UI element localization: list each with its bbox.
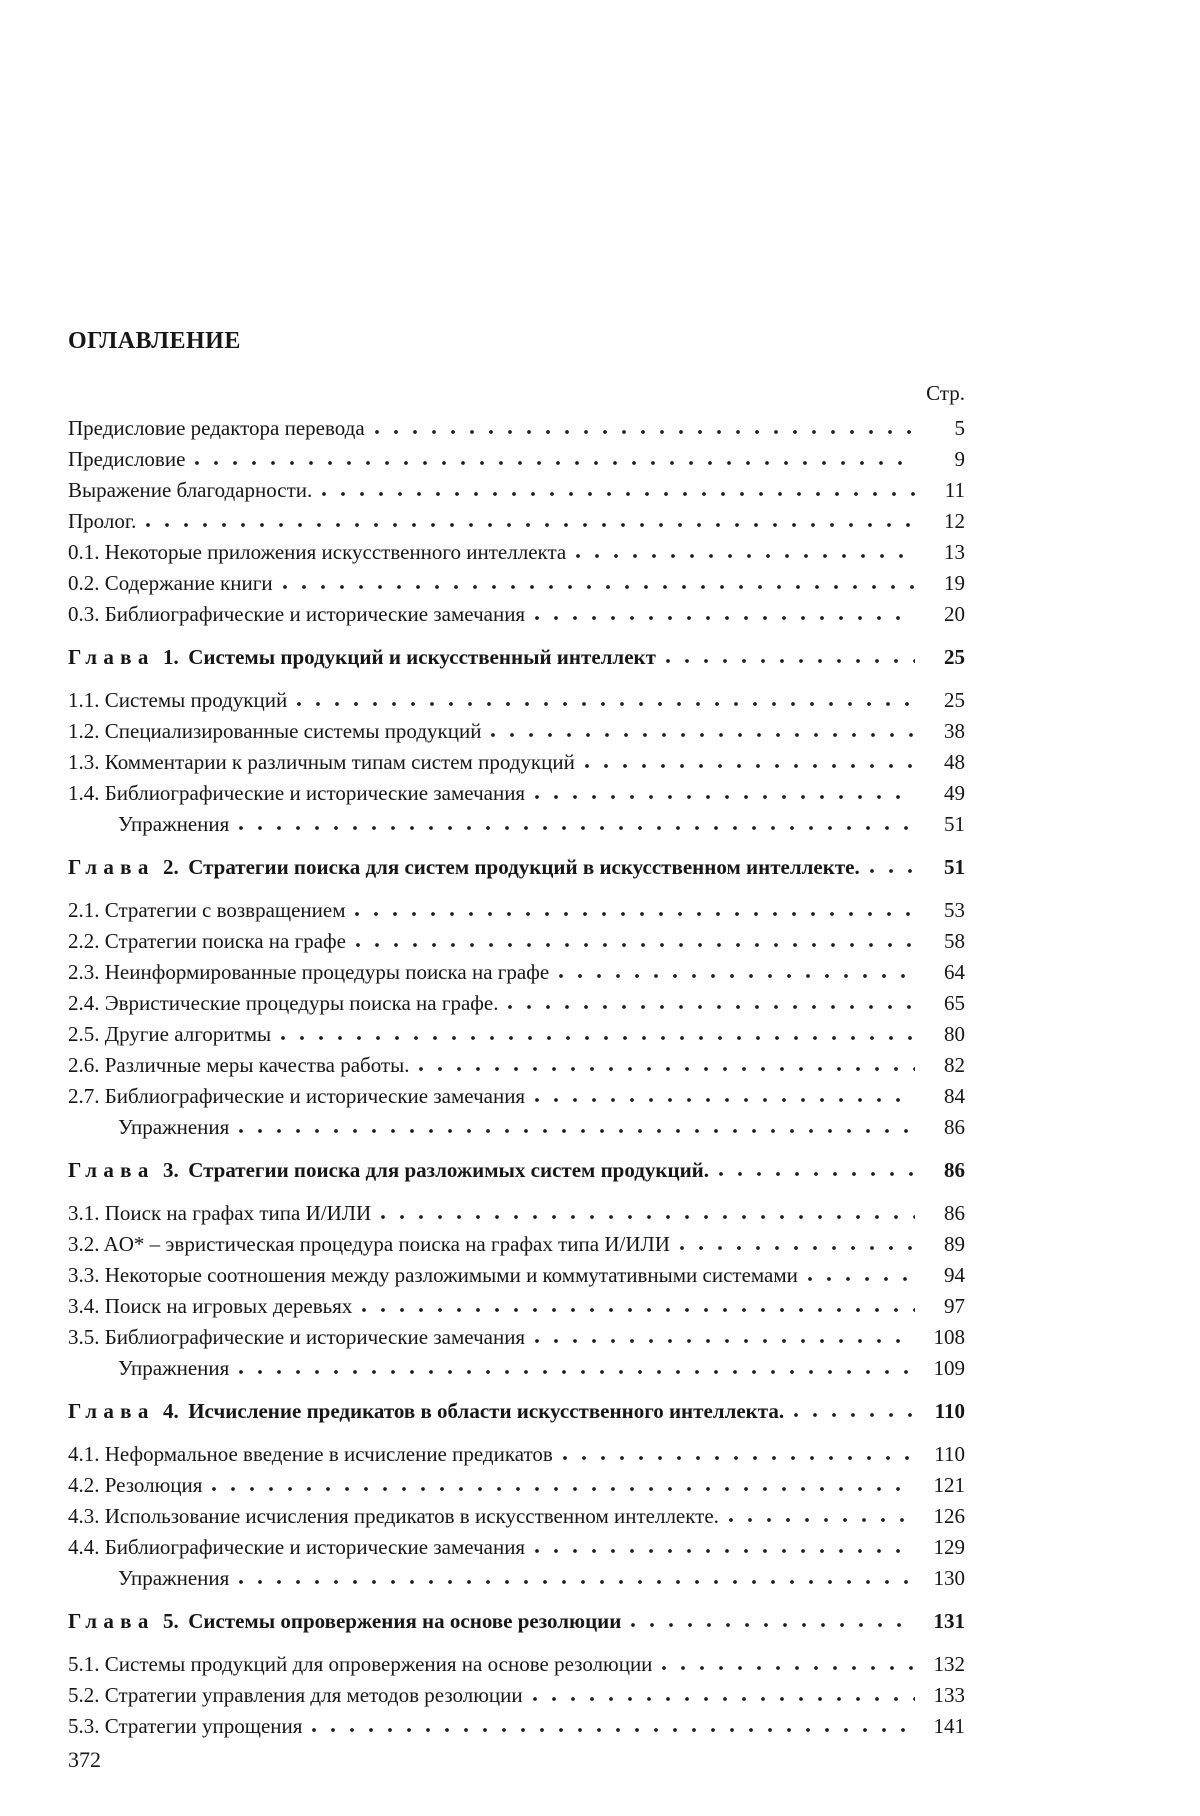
dot-leader — [585, 763, 915, 769]
toc-chapter-row — [68, 1160, 965, 1181]
toc-entry-label: 4.2. Резолюция — [68, 1473, 203, 1497]
page-number: 132 — [933, 1652, 965, 1676]
page-number: 133 — [933, 1683, 965, 1707]
toc-entry-row — [68, 962, 965, 983]
toc-entry-label: 2.3. Неинформированные процедуры поиска на графе — [68, 960, 550, 984]
toc-entry-row — [68, 1024, 965, 1045]
toc-entry-label: Предисловие редактора перевода — [68, 416, 365, 440]
dot-leader — [239, 1369, 915, 1375]
dot-leader — [239, 825, 915, 831]
dot-leader — [146, 522, 915, 528]
toc-entry-label: Упражнения — [118, 1566, 230, 1590]
page-number: 108 — [933, 1325, 965, 1349]
page-number: 82 — [944, 1053, 965, 1077]
folio-page-number: 372 — [68, 1747, 101, 1772]
toc-entry-label: 3.3. Некоторые соотношения между разложимыми и коммутативными системами — [68, 1263, 798, 1287]
chapter-title: Стратегии поиска для разложимых систем продукций. — [188, 1158, 710, 1182]
toc-entry-label: 2.7. Библиографические и исторические замечания — [68, 1084, 526, 1108]
dot-leader — [355, 911, 915, 917]
toc-chapter-row — [68, 647, 965, 668]
toc-entry-row — [68, 1055, 965, 1076]
toc-entry-row — [68, 1265, 965, 1286]
toc-entry-row — [68, 418, 965, 439]
dot-leader — [491, 732, 915, 738]
dot-leader — [631, 1622, 915, 1628]
page-number: 126 — [933, 1504, 965, 1528]
dot-leader — [729, 1517, 915, 1523]
dot-leader — [239, 1128, 915, 1134]
dot-leader — [680, 1245, 915, 1251]
toc-entry-label: 4.3. Использование исчисления предикатов в искусственном интеллекте. — [68, 1504, 719, 1528]
dot-leader — [794, 1412, 915, 1418]
dot-leader — [375, 429, 915, 435]
table-of-contents — [68, 418, 965, 1737]
chapter-word: Глава — [68, 855, 155, 879]
toc-content — [68, 328, 965, 1773]
page-number: 25 — [944, 688, 965, 712]
page-number: 13 — [944, 540, 965, 564]
toc-entry-row — [68, 1716, 965, 1737]
toc-entry-row — [68, 1117, 965, 1138]
page-number: 11 — [944, 478, 965, 502]
page-number: 58 — [944, 929, 965, 953]
page-number: 86 — [944, 1158, 965, 1182]
page-number: 51 — [944, 855, 965, 879]
toc-entry-label: 3.4. Поиск на игровых деревьях — [68, 1294, 353, 1318]
page-number: 94 — [944, 1263, 965, 1287]
page-number: 89 — [944, 1232, 965, 1256]
chapter-number: 4. — [163, 1399, 179, 1423]
toc-entry-row — [68, 1327, 965, 1348]
dot-leader — [870, 868, 915, 874]
chapter-word: Глава — [68, 645, 155, 669]
page-number: 65 — [944, 991, 965, 1015]
dot-leader — [212, 1486, 915, 1492]
toc-entry-label: Предисловие — [68, 447, 186, 471]
toc-entry-row — [68, 1296, 965, 1317]
toc-entry-label: 2.5. Другие алгоритмы — [68, 1022, 272, 1046]
chapter-label — [68, 1160, 709, 1181]
page-number: 19 — [944, 571, 965, 595]
toc-entry-label: 0.3. Библиографические и исторические замечания — [68, 602, 526, 626]
page-number: 86 — [944, 1201, 965, 1225]
dot-leader — [297, 701, 915, 707]
toc-chapter-row — [68, 1611, 965, 1632]
page-number: 9 — [954, 447, 965, 471]
chapter-label — [68, 1611, 621, 1632]
toc-entry-label: 4.1. Неформальное введение в исчисление предикатов — [68, 1442, 553, 1466]
toc-entry-label: Выражение благодарности. — [68, 478, 313, 502]
toc-chapter-row — [68, 857, 965, 878]
dot-leader — [381, 1214, 915, 1220]
chapter-number: 5. — [163, 1609, 179, 1633]
toc-entry-label: Упражнения — [118, 1115, 230, 1139]
dot-leader — [283, 584, 915, 590]
toc-entry-label: 3.5. Библиографические и исторические замечания — [68, 1325, 526, 1349]
toc-entry-row — [68, 1506, 965, 1527]
toc-entry-row — [68, 1086, 965, 1107]
toc-entry-label: 2.6. Различные меры качества работы. — [68, 1053, 410, 1077]
toc-entry-row — [68, 783, 965, 804]
toc-entry-row — [68, 900, 965, 921]
toc-entry-label: 1.4. Библиографические и исторические замечания — [68, 781, 526, 805]
dot-leader — [362, 1307, 915, 1313]
chapter-title: Стратегии поиска для систем продукций в искусственном интеллекте. — [188, 855, 860, 879]
dot-leader — [239, 1579, 915, 1585]
toc-entry-label: 3.1. Поиск на графах типа И/ИЛИ — [68, 1201, 372, 1225]
page-number: 53 — [944, 898, 965, 922]
page-column-label: Стр. — [926, 381, 965, 405]
page-number: 110 — [934, 1442, 965, 1466]
toc-entry-row — [68, 931, 965, 952]
toc-entry-row — [68, 573, 965, 594]
toc-entry-label: 5.1. Системы продукций для опровержения на основе резолюции — [68, 1652, 653, 1676]
page-number: 51 — [944, 812, 965, 836]
dot-leader — [508, 1004, 915, 1010]
toc-entry-row — [68, 1475, 965, 1496]
toc-entry-row — [68, 1685, 965, 1706]
toc-entry-row — [68, 1654, 965, 1675]
toc-entry-label: 3.2. AO* – эвристическая процедура поиска на графах типа И/ИЛИ — [68, 1232, 670, 1256]
toc-entry-label: 0.2. Содержание книги — [68, 571, 273, 595]
toc-entry-label: 2.1. Стратегии с возвращением — [68, 898, 346, 922]
toc-chapter-row — [68, 1401, 965, 1422]
dot-leader — [559, 973, 915, 979]
dot-leader — [535, 615, 915, 621]
toc-entry-label: Упражнения — [118, 812, 230, 836]
page-number: 141 — [933, 1714, 965, 1738]
page-number: 86 — [944, 1115, 965, 1139]
page-number: 49 — [944, 781, 965, 805]
chapter-word: Глава — [68, 1399, 155, 1423]
chapter-label — [68, 857, 860, 878]
page-number: 131 — [933, 1609, 965, 1633]
page-title: ОГЛАВЛЕНИЕ — [68, 328, 241, 354]
page-number: 130 — [933, 1566, 965, 1590]
chapter-number: 2. — [163, 855, 179, 879]
toc-entry-label: Пролог. — [68, 509, 137, 533]
toc-entry-row — [68, 1568, 965, 1589]
chapter-title: Системы опровержения на основе резолюции — [188, 1609, 622, 1633]
dot-leader — [535, 1338, 915, 1344]
toc-entry-row — [68, 449, 965, 470]
toc-entry-label: 5.2. Стратегии управления для методов резолюции — [68, 1683, 523, 1707]
chapter-label — [68, 647, 656, 668]
toc-entry-row — [68, 1537, 965, 1558]
toc-entry-row — [68, 511, 965, 532]
dot-leader — [535, 794, 915, 800]
chapter-label — [68, 1401, 784, 1422]
dot-leader — [322, 491, 915, 497]
dot-leader — [563, 1455, 915, 1461]
dot-leader — [808, 1276, 915, 1282]
toc-entry-row — [68, 1358, 965, 1379]
toc-entry-label: 2.2. Стратегии поиска на графе — [68, 929, 346, 953]
dot-leader — [535, 1097, 915, 1103]
dot-leader — [281, 1035, 915, 1041]
toc-entry-label: 0.1. Некоторые приложения искусственного интеллекта — [68, 540, 567, 564]
dot-leader — [533, 1696, 915, 1702]
dot-leader — [576, 553, 915, 559]
dot-leader — [662, 1665, 915, 1671]
page-number: 121 — [933, 1473, 965, 1497]
page-number: 5 — [954, 416, 965, 440]
page-number: 12 — [944, 509, 965, 533]
toc-entry-label: 1.3. Комментарии к различным типам систем продукций — [68, 750, 575, 774]
toc-entry-row — [68, 721, 965, 742]
chapter-title: Системы продукций и искусственный интеллект — [188, 645, 656, 669]
page-number: 110 — [934, 1399, 965, 1423]
page-number: 80 — [944, 1022, 965, 1046]
toc-entry-row — [68, 690, 965, 711]
page-number: 129 — [933, 1535, 965, 1559]
toc-entry-label: 1.1. Системы продукций — [68, 688, 288, 712]
page-number: 109 — [933, 1356, 965, 1380]
dot-leader — [666, 658, 915, 664]
dot-leader — [535, 1548, 915, 1554]
toc-entry-row — [68, 993, 965, 1014]
page-number: 84 — [944, 1084, 965, 1108]
toc-entry-row — [68, 1203, 965, 1224]
toc-entry-label: 5.3. Стратегии упрощения — [68, 1714, 303, 1738]
page-number: 48 — [944, 750, 965, 774]
dot-leader — [419, 1066, 915, 1072]
page-number: 38 — [944, 719, 965, 743]
page-number: 64 — [944, 960, 965, 984]
toc-entry-label: 2.4. Эвристические процедуры поиска на графе. — [68, 991, 499, 1015]
chapter-number: 1. — [163, 645, 179, 669]
toc-entry-label: 1.2. Специализированные системы продукций — [68, 719, 482, 743]
toc-entry-row — [68, 604, 965, 625]
page-number: 20 — [944, 602, 965, 626]
toc-entry-row — [68, 1444, 965, 1465]
toc-entry-label: 4.4. Библиографические и исторические замечания — [68, 1535, 526, 1559]
toc-entry-row — [68, 752, 965, 773]
page-number: 97 — [944, 1294, 965, 1318]
chapter-title: Исчисление предикатов в области искусственного интеллекта. — [188, 1399, 785, 1423]
toc-entry-row — [68, 480, 965, 501]
dot-leader — [719, 1171, 915, 1177]
dot-leader — [312, 1727, 915, 1733]
chapter-word: Глава — [68, 1158, 155, 1182]
page-number: 25 — [944, 645, 965, 669]
toc-entry-row — [68, 814, 965, 835]
dot-leader — [356, 942, 915, 948]
chapter-word: Глава — [68, 1609, 155, 1633]
chapter-number: 3. — [163, 1158, 179, 1182]
toc-entry-row — [68, 1234, 965, 1255]
toc-entry-label: Упражнения — [118, 1356, 230, 1380]
dot-leader — [195, 460, 915, 466]
toc-entry-row — [68, 542, 965, 563]
